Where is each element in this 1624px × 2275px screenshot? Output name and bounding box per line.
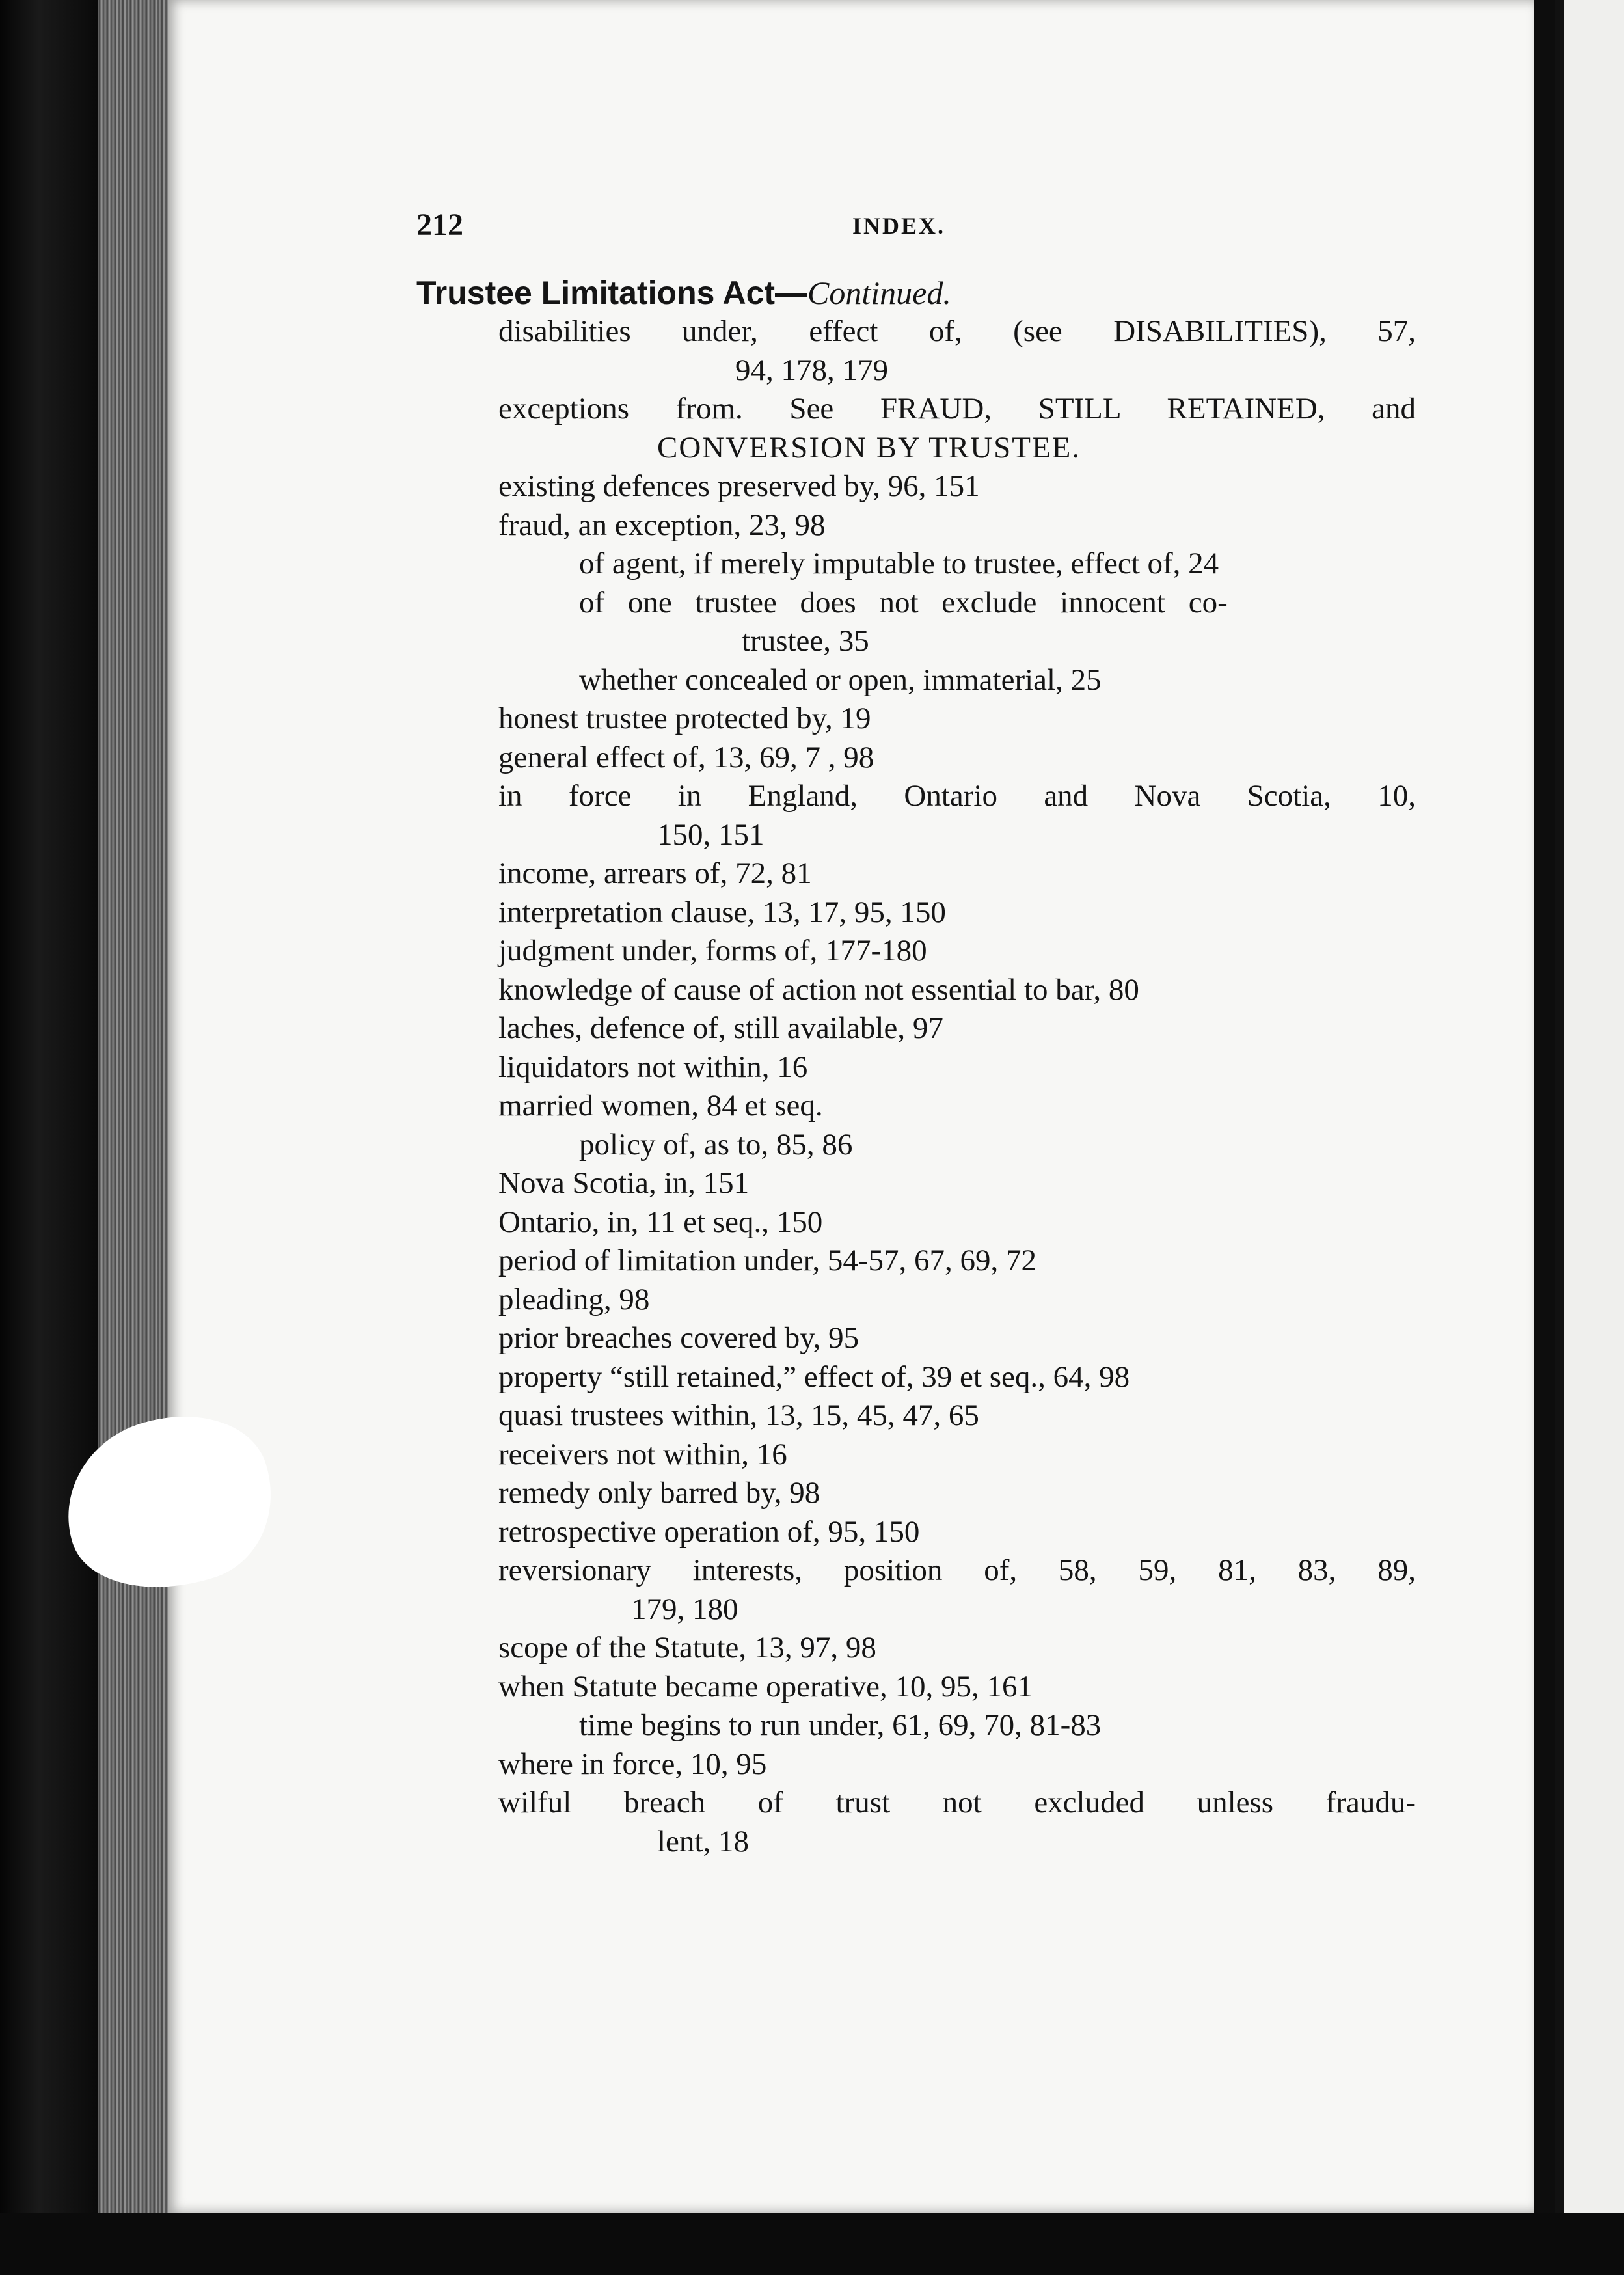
index-line: general effect of, 13, 69, 7 , 98 (498, 740, 874, 774)
index-line: liquidators not within, 16 (498, 1050, 808, 1084)
index-line: reversionary interests, position of, 58, 59, 81, 83, 89, (498, 1553, 1416, 1587)
index-line: knowledge of cause of action not essential to bar, 80 (498, 972, 1139, 1007)
facing-page-edge (1555, 0, 1624, 2213)
heading-dash: — (775, 275, 808, 311)
index-subline: of one trustee does not exclude innocent co- (579, 585, 1228, 620)
index-line: quasi trustees within, 13, 15, 45, 47, 65 (498, 1398, 979, 1432)
index-line-continuation: CONVERSION BY TRUSTEE. (657, 430, 1081, 465)
index-line-continuation: 179, 180 (631, 1592, 738, 1626)
index-line: receivers not within, 16 (498, 1437, 787, 1471)
index-line: in force in England, Ontario and Nova Scotia, 10, (498, 779, 1416, 813)
page-number: 212 (416, 208, 463, 242)
index-subline: whether concealed or open, immaterial, 25 (579, 662, 1102, 697)
index-line: period of limitation under, 54-57, 67, 69, 72 (498, 1244, 1037, 1277)
index-line: income, arrears of, 72, 81 (498, 856, 812, 890)
index-line: laches, defence of, still available, 97 (498, 1011, 943, 1045)
heading-continued: Continued. (807, 275, 951, 311)
index-line-continuation: 150, 151 (657, 817, 765, 852)
index-line: property “still retained,” effect of, 39 et seq., 64, 98 (498, 1359, 1130, 1394)
index-line: where in force, 10, 95 (498, 1747, 767, 1781)
index-line: scope of the Statute, 13, 97, 98 (498, 1631, 876, 1665)
index-line-continuation: 94, 178, 179 (735, 353, 888, 387)
index-line: prior breaches covered by, 95 (498, 1321, 859, 1355)
index-line: when Statute became operative, 10, 95, 161 (498, 1669, 1033, 1704)
index-line: fraud, an exception, 23, 98 (498, 508, 826, 542)
index-line: honest trustee protected by, 19 (498, 702, 871, 735)
heading-title: Trustee Limitations Act (416, 275, 776, 311)
index-line: interpretation clause, 13, 17, 95, 150 (498, 895, 946, 929)
page-edges (98, 0, 169, 2226)
index-line: remedy only barred by, 98 (498, 1476, 820, 1510)
page-header (416, 207, 1366, 246)
index-line: pleading, 98 (498, 1282, 650, 1316)
index-line: married women, 84 et seq. (498, 1089, 823, 1123)
index-heading (416, 273, 1379, 312)
index-line: wilful breach of trust not excluded unless fraudu- (498, 1786, 1416, 1819)
index-line: exceptions from. See FRAUD, STILL RETAINED, and (498, 392, 1416, 426)
index-line: Ontario, in, 11 et seq., 150 (498, 1205, 823, 1239)
book-binding-shadow (0, 0, 98, 2275)
index-subline: policy of, as to, 85, 86 (579, 1127, 853, 1162)
running-head: INDEX. (852, 213, 946, 239)
index-line: judgment under, forms of, 177-180 (498, 934, 927, 968)
index-subline: time begins to run under, 61, 69, 70, 81-83 (579, 1708, 1102, 1742)
index-entries (416, 273, 1416, 1861)
index-line-continuation: trustee, 35 (742, 624, 869, 658)
index-line-continuation: lent, 18 (657, 1824, 749, 1859)
index-line: existing defences preserved by, 96, 151 (498, 469, 980, 503)
index-line: retrospective operation of, 95, 150 (498, 1514, 920, 1549)
scan-border-bottom (0, 2213, 1624, 2275)
index-subline: of agent, if merely imputable to trustee, effect of, 24 (579, 547, 1219, 580)
index-line: disabilities under, effect of, (see DISABILITIES), 57, (498, 314, 1416, 348)
index-line: Nova Scotia, in, 151 (498, 1166, 750, 1200)
